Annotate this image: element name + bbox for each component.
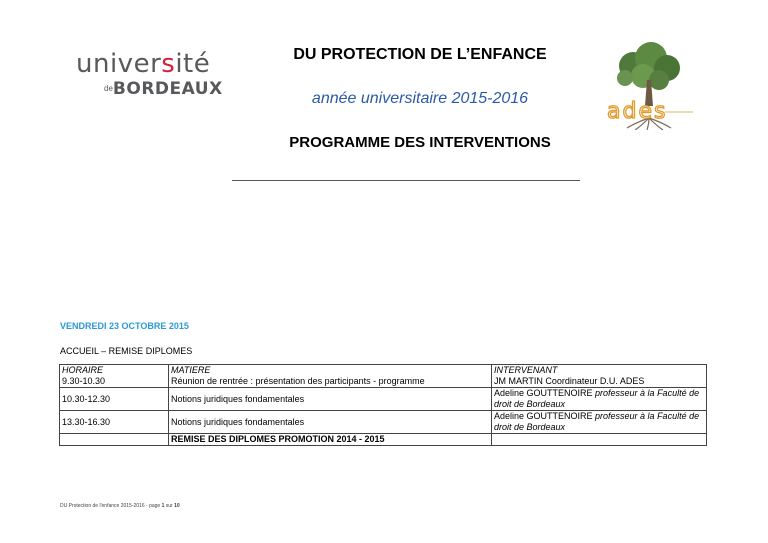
logo-de-text: de — [104, 84, 113, 93]
row-subject: Notions juridiques fondamentales — [169, 388, 492, 411]
row-time — [60, 434, 169, 446]
table-cell — [169, 365, 492, 388]
logo-bordeaux-line — [104, 80, 223, 99]
logo-universite-text — [76, 50, 218, 78]
program-subtitle: PROGRAMME DES INTERVENTIONS — [289, 134, 551, 151]
row-subject: Réunion de rentrée : présentation des participants - programme — [171, 376, 425, 386]
session-date: VENDREDI 23 OCTOBRE 2015 — [60, 321, 189, 331]
row-speaker-role: professeur à la Faculté de droit de Bordeaux — [494, 411, 700, 432]
row-speaker-cell — [492, 388, 707, 411]
row-time: 13.30-16.30 — [60, 411, 169, 434]
row-time: 9.30-10.30 — [62, 376, 106, 386]
footer-page-total: 10 — [174, 503, 180, 509]
table-header-row — [60, 365, 707, 388]
universite-bordeaux-logo — [76, 49, 223, 102]
academic-year: année universitaire 2015-2016 — [311, 90, 529, 107]
title-divider — [232, 180, 580, 181]
program-table — [59, 364, 707, 446]
footer-page-number: 1 — [161, 503, 165, 509]
row-speaker — [492, 434, 707, 446]
ades-wordmark: ades — [607, 99, 668, 124]
row-speaker: Adeline GOUTTENOIRE — [494, 411, 596, 421]
table-row — [60, 411, 707, 434]
page-title: DU PROTECTION DE L’ENFANCE — [293, 46, 547, 63]
logo-text-part1: univer — [76, 49, 162, 79]
logo-text-part2: ité — [175, 49, 211, 79]
footer-separator: sur — [164, 503, 175, 509]
page-footer — [60, 503, 180, 509]
footer-text: DU Protection de l'enfance 2015-2016 - page — [60, 503, 162, 509]
row-speaker: Adeline GOUTTENOIRE — [494, 388, 596, 398]
session-heading: ACCUEIL – REMISE DIPLOMES — [60, 346, 193, 356]
row-speaker-cell — [492, 411, 707, 434]
column-header-intervenant: INTERVENANT — [494, 365, 558, 375]
table-cell — [492, 365, 707, 388]
column-header-matiere: MATIERE — [171, 365, 211, 375]
row-speaker-role: professeur à la Faculté de droit de Bordeaux — [494, 388, 700, 409]
row-subject: REMISE DES DIPLOMES PROMOTION 2014 - 2015 — [169, 434, 492, 446]
table-row — [60, 434, 707, 446]
row-speaker: JM MARTIN Coordinateur D.U. ADES — [494, 376, 645, 386]
row-time: 10.30-12.30 — [60, 388, 169, 411]
column-header-horaire: HORAIRE — [62, 365, 104, 375]
logo-bordeaux-text: BORDEAUX — [112, 79, 223, 99]
table-row — [60, 388, 707, 411]
logo-text-accent: s — [161, 49, 176, 79]
row-subject: Notions juridiques fondamentales — [169, 411, 492, 434]
table-cell — [60, 365, 169, 388]
